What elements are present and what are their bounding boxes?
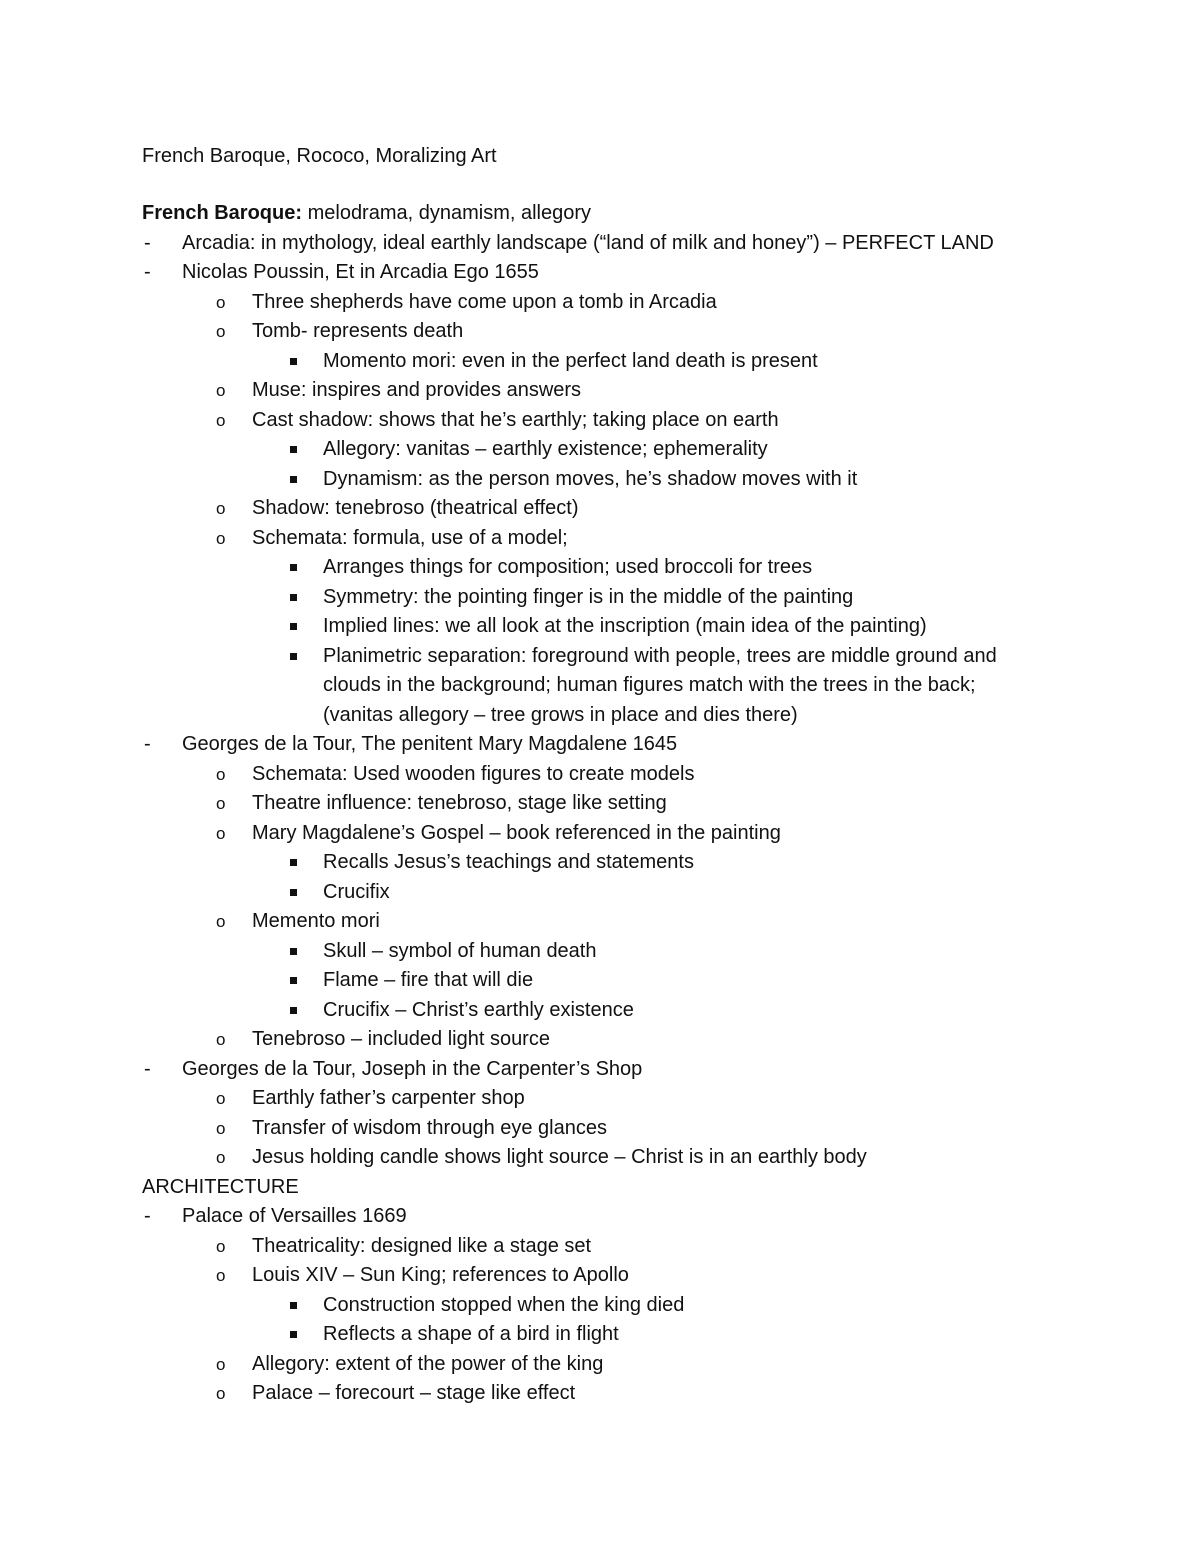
outline-line-text: French Baroque: melodrama, dynamism, allegory (142, 202, 592, 224)
outline-line-text: Theatre influence: tenebroso, stage like setting (252, 792, 667, 814)
outline-line-text: Construction stopped when the king died (323, 1293, 685, 1316)
dash-bullet: - (144, 231, 151, 254)
outline-line-bold: French Baroque: (142, 202, 303, 224)
outline-line-text: Theatricality: designed like a stage set (252, 1234, 592, 1257)
outline-line-text: Flame – fire that will die (323, 969, 534, 991)
square-bullet (290, 889, 297, 896)
square-bullet (290, 623, 297, 630)
circle-bullet: o (216, 1354, 226, 1374)
outline-line-text: Skull – symbol of human death (323, 939, 597, 962)
outline-line-text: Crucifix – Christ’s earthly existence (323, 998, 634, 1021)
circle-bullet: o (216, 322, 226, 341)
square-bullet (290, 1302, 297, 1309)
square-bullet (290, 1331, 297, 1338)
circle-bullet: o (216, 1236, 226, 1256)
outline-line-text: Muse: inspires and provides answers (252, 379, 582, 401)
outline-line-text: Palace of Versailles 1669 (182, 1205, 407, 1227)
outline-line-text: Palace – forecourt – stage like effect (252, 1382, 576, 1404)
square-bullet (290, 859, 297, 866)
outline-line-text: Nicolas Poussin, Et in Arcadia Ego 1655 (182, 261, 539, 283)
dash-bullet: - (144, 1057, 151, 1080)
circle-bullet: o (216, 1266, 226, 1285)
outline-line-text: Dynamism: as the person moves, he’s shadow moves with it (323, 467, 858, 490)
dash-bullet: - (144, 261, 151, 283)
outline-line-text: Louis XIV – Sun King; references to Apollo (252, 1264, 629, 1286)
circle-bullet: o (216, 794, 226, 813)
outline-line-text: Arranges things for composition; used broccoli for trees (323, 556, 813, 578)
circle-bullet: o (216, 1384, 226, 1403)
circle-bullet: o (216, 1089, 226, 1108)
outline-line-text: clouds in the background; human figures match with the trees in the back; (323, 674, 976, 696)
outline-line-text: Planimetric separation: foreground with people, trees are middle ground and (323, 644, 997, 667)
square-bullet (290, 476, 297, 483)
dash-bullet: - (144, 733, 151, 755)
outline-line-text: Recalls Jesus’s teachings and statements (323, 851, 694, 873)
outline-line-text: Three shepherds have come upon a tomb in Arcadia (252, 290, 717, 313)
circle-bullet: o (216, 410, 226, 430)
outline-line-text: Shadow: tenebroso (theatrical effect) (252, 497, 579, 519)
outline-line-text: ARCHITECTURE (142, 1175, 299, 1198)
circle-bullet: o (216, 1030, 226, 1049)
circle-bullet: o (216, 292, 226, 312)
outline-line-text: Cast shadow: shows that he’s earthly; taking place on earth (252, 408, 779, 431)
outline-line-text: (vanitas allegory – tree grows in place and dies there) (323, 703, 798, 726)
circle-bullet: o (216, 528, 226, 548)
square-bullet (290, 594, 297, 601)
outline-line-text: Tenebroso – included light source (252, 1028, 550, 1050)
circle-bullet: o (216, 381, 226, 400)
circle-bullet: o (216, 499, 226, 518)
circle-bullet: o (216, 823, 226, 843)
circle-bullet: o (216, 912, 226, 931)
outline-line-text: Earthly father’s carpenter shop (252, 1087, 525, 1109)
circle-bullet: o (216, 1118, 226, 1138)
circle-bullet: o (216, 764, 226, 784)
square-bullet (290, 446, 297, 453)
outline-line-text: Crucifix (323, 880, 390, 903)
outline-line-text: Allegory: extent of the power of the king (252, 1352, 604, 1375)
outline-line-text: Schemata: Used wooden figures to create models (252, 762, 695, 785)
outline-line-text: Implied lines: we all look at the inscription (main idea of the painting) (323, 615, 927, 637)
square-bullet (290, 653, 297, 660)
square-bullet (290, 977, 297, 984)
outline-line-text: Tomb- represents death (252, 320, 464, 342)
square-bullet (290, 1007, 297, 1014)
outline-line-text: Allegory: vanitas – earthly existence; ephemerality (323, 438, 768, 460)
dash-bullet: - (144, 1205, 151, 1227)
outline-line-text: Memento mori (252, 910, 380, 932)
outline-line-text: Arcadia: in mythology, ideal earthly landscape (“land of milk and honey”) – PERFECT LAND (182, 231, 994, 254)
outline-line-text: Jesus holding candle shows light source – Christ is in an earthly body (252, 1146, 867, 1168)
outline-line-text: Mary Magdalene’s Gospel – book referenced in the painting (252, 821, 781, 844)
square-bullet (290, 358, 297, 365)
outline-line-text: Symmetry: the pointing finger is in the middle of the painting (323, 585, 854, 608)
outline-line-text: Georges de la Tour, Joseph in the Carpenter’s Shop (182, 1057, 643, 1080)
outline-line-text: Schemata: formula, use of a model; (252, 526, 568, 549)
outline-line-text: Transfer of wisdom through eye glances (252, 1116, 607, 1139)
square-bullet (290, 564, 297, 571)
square-bullet (290, 948, 297, 955)
outline-line-text: Georges de la Tour, The penitent Mary Magdalene 1645 (182, 733, 678, 755)
outline-line-text: Momento mori: even in the perfect land death is present (323, 349, 818, 372)
document-title: French Baroque, Rococo, Moralizing Art (142, 145, 497, 167)
outline-line-text: Reflects a shape of a bird in flight (323, 1323, 619, 1345)
circle-bullet: o (216, 1148, 226, 1167)
